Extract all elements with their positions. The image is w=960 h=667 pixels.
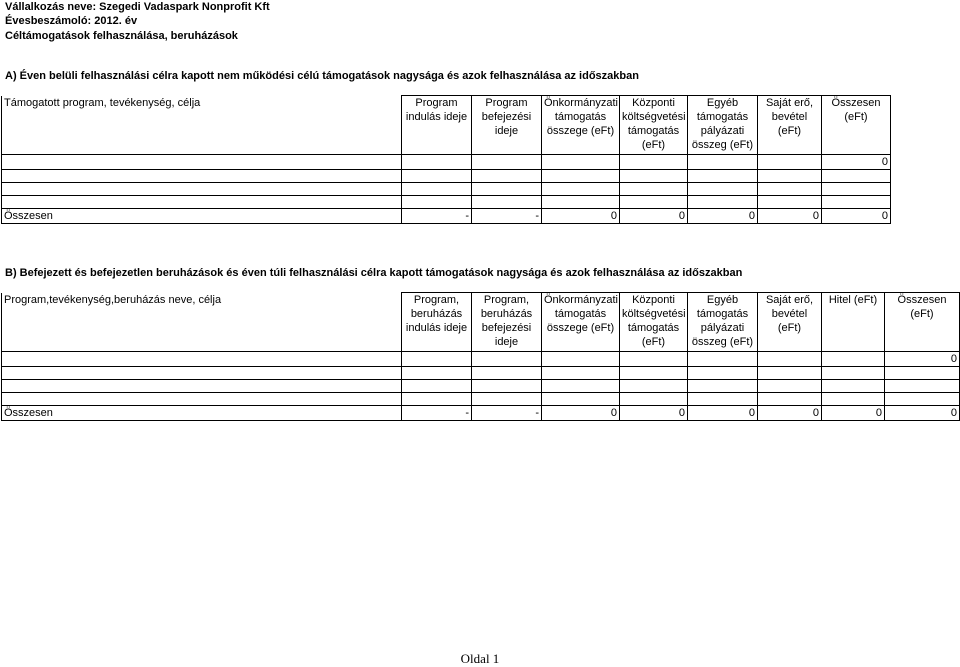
row-total: 0 (885, 352, 960, 367)
table-row (2, 352, 960, 367)
column-header: Támogatott program, tevékenység, célja (2, 96, 402, 155)
table-header-row (2, 96, 891, 155)
section-a-table (1, 95, 891, 224)
table-row (2, 155, 891, 170)
total-cell: 0 (885, 406, 960, 421)
column-header: Saját erő, bevétel (eFt) (758, 96, 822, 155)
page-number: Oldal 1 (460, 651, 500, 666)
total-cell: - (472, 406, 542, 421)
total-cell: 0 (822, 209, 891, 224)
total-cell: 0 (758, 209, 822, 224)
total-cell: 0 (758, 406, 822, 421)
column-header: Program,tevékenység,beruházás neve, célja (2, 293, 402, 352)
total-cell: 0 (620, 209, 688, 224)
column-header: Saját erő, bevétel (eFt) (758, 293, 822, 352)
total-cell: 0 (688, 209, 758, 224)
total-cell: 0 (620, 406, 688, 421)
column-header: Egyéb támogatás pályázati összeg (eFt) (688, 96, 758, 155)
column-header: Program indulás ideje (402, 96, 472, 155)
column-header: Program, beruházás indulás ideje (402, 293, 472, 352)
section-b-table (1, 292, 960, 421)
column-header: Hitel (eFt) (822, 293, 885, 352)
table-row (2, 393, 960, 406)
table-row (2, 380, 960, 393)
total-cell: - (402, 209, 472, 224)
section-a-title: A) Éven belüli felhasználási célra kapott nem működési célú támogatások nagysága és azok felhasználása az időszakban (5, 70, 639, 82)
column-header: Egyéb támogatás pályázati összeg (eFt) (688, 293, 758, 352)
total-cell: 0 (542, 406, 620, 421)
column-header: Program, beruházás befejezési ideje (472, 293, 542, 352)
total-label: Összesen (2, 406, 402, 421)
company-name: Vállalkozás neve: Szegedi Vadaspark Nonprofit Kft (5, 1, 270, 13)
total-cell: 0 (822, 406, 885, 421)
report-subject: Céltámogatások felhasználása, beruházások (5, 30, 238, 42)
column-header: Program befejezési ideje (472, 96, 542, 155)
total-cell: - (402, 406, 472, 421)
column-header: Összesen (eFt) (822, 96, 891, 155)
column-header: Önkormányzati támogatás összege (eFt) (542, 96, 620, 155)
table-header-row (2, 293, 960, 352)
table-row (2, 183, 891, 196)
column-header: Központi költségvetési támogatás (eFt) (620, 96, 688, 155)
total-cell: - (472, 209, 542, 224)
column-header: Önkormányzati támogatás összege (eFt) (542, 293, 620, 352)
total-cell: 0 (542, 209, 620, 224)
table-row (2, 367, 960, 380)
total-label: Összesen (2, 209, 402, 224)
column-header: Központi költségvetési támogatás (eFt) (620, 293, 688, 352)
row-total: 0 (822, 155, 891, 170)
total-row (2, 406, 960, 421)
report-year: Évesbeszámoló: 2012. év (5, 15, 138, 27)
table-row (2, 196, 891, 209)
column-header: Összesen (eFt) (885, 293, 960, 352)
section-b-title: B) Befejezett és befejezetlen beruházások és éven túli felhasználási célra kapott támogatások nagysága és azok felhasználása az időszakban (5, 267, 743, 279)
total-row (2, 209, 891, 224)
total-cell: 0 (688, 406, 758, 421)
table-row (2, 170, 891, 183)
